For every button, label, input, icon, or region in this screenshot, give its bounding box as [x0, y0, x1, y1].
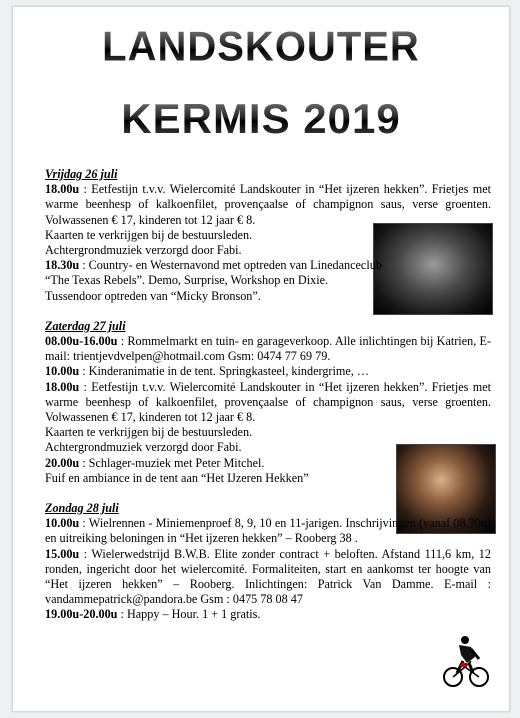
list-item: 10.00u : Wielrennen - Miniemenproef 8, 9, 10 en 11-jarigen. Inschrijvingen (vanaf 08.30u) en uitreiking beloningen in “Het ijzeren hekken” – Rooberg 38 . — [45, 516, 491, 546]
list-item: Kaarten te verkrijgen bij de bestuursleden. — [45, 227, 253, 242]
list-item: Fuif en ambiance in de tent aan “Het IJzeren Hekken” — [45, 470, 309, 485]
list-item: 18.30u : Country- en Westernavond met optreden van Linedanceclub “The Texas Rebels”. Demo, Surprise, Workshop en Dixie. Tussendoor optreden van “Micky Bronson”. — [45, 258, 382, 303]
list-item: 08.00u-16.00u : Rommelmarkt en tuin- en garageverkoop. Alle inlichtingen bij Katrien, E-mail: trientjevdvelpen@hotmail.com Gsm: 0474 77 69 79. — [45, 334, 491, 364]
list-item: 15.00u : Wielerwedstrijd B.W.B. Elite zonder contract + beloften. Afstand 111,6 km, 12 ronden, ingericht door het wielercomité. Formaliteiten, start en aankomst ter hoogte van “Het ijzeren hekken” – Rooberg. Inlichtingen: Patrick Van Damme. E-mail : vandammepatrick@pandora.be Gsm : 0475 78 08 47 — [45, 546, 491, 607]
list-item: Kaarten te verkrijgen bij de bestuursleden. — [45, 425, 253, 440]
list-item: 18.00u : Eetfestijn t.v.v. Wielercomité Landskouter in “Het ijzeren hekken”. Frietjes met warme beenhesp of kalkoenfilet, provençaalse of champignon saus, verse groenten. Volwassenen € 17, kinderen tot 12 jaar € 8. — [45, 182, 491, 227]
day-heading-friday: Vrijdag 26 juli — [45, 167, 118, 181]
list-item: Achtergrondmuziek verzorgd door Fabi. — [45, 243, 242, 258]
list-item: 19.00u-20.00u : Happy – Hour. 1 + 1 gratis. — [45, 607, 261, 622]
title-line-1: LANDSKOUTER — [13, 24, 509, 71]
day-heading-sunday: Zondag 28 juli — [45, 501, 119, 516]
cyclist-icon — [441, 633, 491, 689]
document-page — [12, 6, 510, 712]
title-line-2: KERMIS 2019 — [13, 95, 509, 143]
day-heading-saturday: Zaterdag 27 juli — [45, 318, 126, 333]
list-item: Achtergrondmuziek verzorgd door Fabi. — [45, 440, 242, 455]
list-item: 18.00u : Eetfestijn t.v.v. Wielercomité Landskouter in “Het ijzeren hekken”. Frietjes met warme beenhesp of kalkoenfilet, provençaalse of champignon saus, verse groenten. Volwassenen € 17, kinderen tot 12 jaar € 8. — [45, 379, 491, 425]
list-item: 10.00u : Kinderanimatie in de tent. Springkasteel, kindergrime, … — [45, 364, 370, 379]
list-item: 20.00u : Schlager-muziek met Peter Mitchel. — [45, 455, 265, 470]
program-content — [45, 167, 491, 623]
